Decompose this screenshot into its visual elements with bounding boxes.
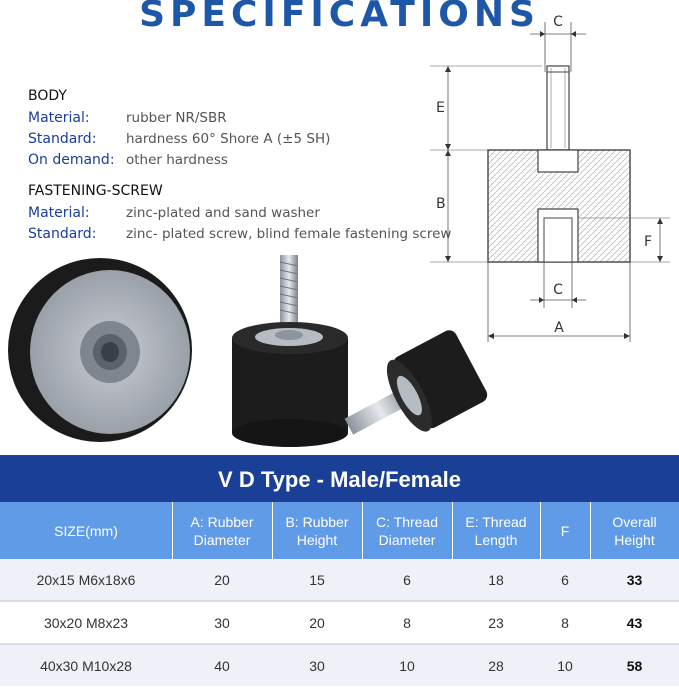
screw-material-row: [28, 203, 451, 224]
header-size: SIZE(mm): [54, 522, 118, 539]
cell-e: 18: [488, 571, 504, 588]
spec-key: On demand:: [28, 152, 115, 168]
table-title: V D Type - Male/Female: [0, 455, 679, 502]
spec-key: Standard:: [28, 226, 97, 242]
male-mount-image-1: [232, 255, 348, 447]
spec-key: Standard:: [28, 131, 97, 147]
body-ondemand-row: [28, 150, 451, 171]
spec-value: hardness 60° Shore A (±5 SH): [126, 131, 331, 147]
cell-f: 10: [557, 657, 573, 674]
cell-f: 8: [561, 614, 569, 631]
spec-value: rubber NR/SBR: [126, 110, 227, 126]
label-f: F: [644, 234, 653, 250]
cell-a: 20: [214, 571, 230, 588]
body-material-row: [28, 108, 451, 129]
header-a: A: Rubber Diameter: [190, 513, 254, 548]
spec-key: Material:: [28, 110, 90, 126]
cell-b: 20: [309, 614, 325, 631]
spec-key: Material:: [28, 205, 90, 221]
cell-e: 23: [488, 614, 504, 631]
header-overall: Overall Height: [612, 513, 657, 548]
spec-table: [0, 455, 679, 687]
table-header: [0, 502, 679, 559]
label-e: E: [436, 100, 445, 116]
cell-overall: 43: [626, 614, 643, 631]
cell-size: 40x30 M10x28: [40, 657, 132, 674]
label-c-bottom: C: [553, 282, 563, 298]
cell-a: 30: [214, 614, 230, 631]
cell-c: 6: [403, 571, 411, 588]
body-standard-row: [28, 129, 451, 150]
spec-value: zinc-plated and sand washer: [126, 205, 320, 221]
page-title: SPECIFICATIONS: [139, 0, 540, 35]
cell-overall: 33: [626, 571, 643, 588]
spec-list: [28, 86, 451, 245]
cell-a: 40: [214, 657, 230, 674]
cell-size: 20x15 M6x18x6: [36, 571, 136, 588]
header-b: B: Rubber Height: [285, 513, 349, 548]
body-heading: BODY: [28, 88, 67, 104]
cell-b: 15: [309, 571, 325, 588]
cell-b: 30: [309, 657, 325, 674]
cell-e: 28: [488, 657, 504, 674]
cell-overall: 58: [626, 657, 643, 674]
label-a: A: [554, 320, 564, 336]
male-mount-image-2: [331, 327, 490, 450]
header-c: C: Thread Diameter: [376, 513, 438, 548]
cell-f: 6: [561, 571, 569, 588]
table-row: [0, 559, 679, 600]
table-row: [0, 602, 679, 643]
cell-c: 8: [403, 614, 411, 631]
label-b: B: [436, 196, 446, 212]
spec-value: other hardness: [126, 152, 228, 168]
product-photo: [0, 240, 490, 450]
female-mount-image: [8, 258, 192, 442]
table-row: [0, 645, 679, 686]
header-f: F: [560, 522, 570, 539]
header-e: E: Thread Length: [465, 513, 527, 548]
cell-c: 10: [399, 657, 415, 674]
cell-size: 30x20 M8x23: [43, 614, 129, 631]
label-c-top: C: [553, 14, 563, 30]
spec-value: zinc- plated screw, blind female fastening screw: [126, 226, 452, 242]
screw-heading: FASTENING-SCREW: [28, 183, 163, 199]
